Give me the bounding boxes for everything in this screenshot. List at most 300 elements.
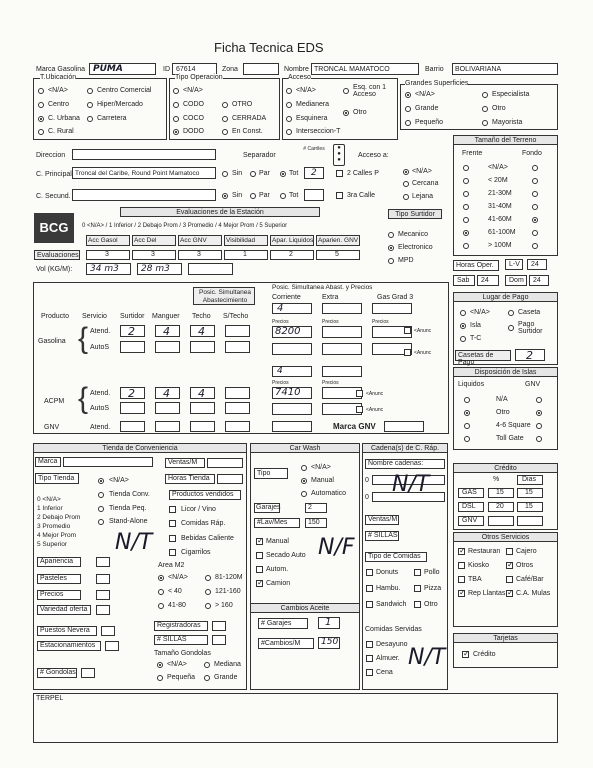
terreno-opt: 21-30M (488, 190, 512, 197)
area-radio[interactable] (205, 575, 211, 581)
acceso-opt: Esq. con 1 Acceso (353, 84, 387, 98)
a-pos-field[interactable] (272, 366, 312, 377)
horas-tienda-label-box (165, 474, 215, 484)
otros-checkbox[interactable] (506, 576, 513, 583)
otros-checkbox[interactable] (458, 562, 465, 569)
techo-label: Techo (192, 313, 211, 320)
fondo-radio[interactable] (532, 165, 538, 171)
registradoras-field[interactable] (212, 621, 226, 631)
rapido-nt-handwriting: N/T (392, 472, 430, 497)
c-garajes-field[interactable] (318, 617, 340, 629)
a-stecho2-field[interactable] (225, 402, 250, 414)
cw-tipo-opt: Manual (311, 477, 334, 484)
estacionamientos-field[interactable] (105, 641, 119, 651)
pago-opt: T-C (470, 335, 482, 342)
a-mang2-field[interactable] (155, 402, 180, 414)
fondo-radio[interactable] (532, 217, 538, 223)
a-anuncio2-label: <Anunc (366, 407, 384, 413)
principal-field[interactable] (72, 167, 216, 179)
a-techo-field[interactable] (190, 387, 215, 399)
apariencia-label-box (37, 557, 81, 567)
operacion-opt: <N/A> (183, 87, 203, 94)
g-mang2-field[interactable] (155, 341, 180, 353)
calles2-checkbox[interactable] (336, 170, 343, 177)
cw-nf-handwriting: N/F (318, 535, 355, 560)
pasteles-label: Pasteles (40, 575, 67, 582)
zona-field[interactable] (243, 63, 279, 75)
g-techo2-field[interactable] (190, 341, 215, 353)
surtidor-radio[interactable] (388, 245, 394, 251)
gnv-mang-field[interactable] (155, 421, 180, 432)
servidas-checkbox[interactable] (366, 641, 373, 648)
frente-radio[interactable] (463, 178, 469, 184)
tienda-marca-field[interactable] (63, 457, 153, 467)
g-mang-value: 4 (163, 325, 170, 338)
tienda-scale-item: 4 Mejor Prom (37, 532, 77, 539)
carriles-label: # Carriles (303, 146, 325, 152)
otros-opt: Rep Llantas (468, 590, 506, 597)
sec-par-radio[interactable] (250, 193, 256, 199)
servidas-checkbox[interactable] (366, 669, 373, 676)
area-opt: 41-80 (168, 602, 186, 609)
g-precio4-field[interactable] (272, 343, 312, 355)
estacionamientos-label: Estacionamientos (40, 642, 96, 649)
secund-label: C. Secund. (36, 193, 71, 200)
casetas-value: 2 (526, 349, 533, 362)
eval-value-field[interactable] (224, 250, 268, 260)
a-precio-field[interactable] (272, 387, 312, 399)
tipo-tienda-opt: Tienda Conv. (109, 491, 150, 498)
surtidor-radio[interactable] (388, 258, 394, 264)
prod-checkbox[interactable] (169, 506, 176, 513)
vol2-value: 28 m3 (141, 264, 170, 274)
otros-opt: Restauran (468, 548, 501, 555)
superficies-radio[interactable] (405, 120, 411, 126)
superficies-radio[interactable] (482, 106, 488, 112)
servicio-label: Servicio (82, 313, 107, 320)
variedad-label: Variedad oferta (40, 606, 88, 613)
fondo-radio[interactable] (532, 204, 538, 210)
dom-label: Dom (509, 277, 524, 284)
comida-checkbox[interactable] (414, 585, 421, 592)
horas-tienda-field[interactable] (217, 474, 243, 484)
casetas-field[interactable] (515, 349, 545, 361)
gnv-precio-field[interactable] (272, 421, 312, 432)
servidas-opt: Cena (376, 669, 393, 676)
islas-gnv-radio[interactable] (536, 397, 542, 403)
gond-radio[interactable] (157, 662, 163, 668)
acc-lejana-radio[interactable] (403, 194, 409, 200)
a-techo2-field[interactable] (190, 402, 215, 414)
acceso-radio[interactable] (343, 110, 349, 116)
manguer-label: Manguer (152, 313, 180, 320)
eval-value-field[interactable] (178, 250, 222, 260)
c-cambios-value: 150 (321, 637, 339, 647)
eval-value-field[interactable] (270, 250, 314, 260)
cw-opt: Manual (266, 538, 289, 545)
terreno-opt: 41-60M (488, 216, 512, 223)
pago-opt: Pago Surtidor (518, 321, 543, 335)
g-corr-pos-field[interactable] (272, 303, 312, 314)
gondolas-field[interactable] (81, 668, 95, 678)
gond-radio[interactable] (157, 675, 163, 681)
acceso-radio[interactable] (286, 88, 292, 94)
frente-radio[interactable] (463, 191, 469, 197)
g-gas3-pos-field[interactable] (372, 303, 412, 314)
area-radio[interactable] (158, 575, 164, 581)
ubicacion-cc-radio[interactable] (87, 88, 93, 94)
superficies-radio[interactable] (482, 92, 488, 98)
otros-checkbox[interactable]: ✓ (507, 560, 514, 569)
a-precio3-field[interactable] (272, 403, 312, 415)
superficies-radio[interactable] (405, 106, 411, 112)
g-precio-field[interactable] (272, 326, 312, 338)
direccion-field[interactable] (72, 149, 216, 160)
otros-title: Otros Servicios (453, 532, 558, 542)
g-mang-field[interactable] (155, 325, 180, 337)
g-techo-value: 4 (198, 325, 205, 338)
tipo-tienda-radio[interactable] (98, 506, 104, 512)
carriles-field[interactable] (304, 167, 324, 179)
casetas-label: Casetas de Pago (458, 352, 494, 366)
area-radio[interactable] (158, 603, 164, 609)
ubicacion-rural-radio[interactable] (38, 129, 44, 135)
dom-field[interactable] (529, 275, 549, 286)
pago-radio[interactable] (508, 325, 514, 331)
dom-label-box (505, 275, 527, 286)
a-precios-label: Precios (322, 380, 339, 386)
islas-liq-radio[interactable] (464, 397, 470, 403)
marca-field[interactable] (89, 63, 156, 75)
islas-opt: Otro (496, 409, 510, 416)
gond-radio[interactable] (204, 675, 210, 681)
carwash-title: Car Wash (250, 443, 360, 453)
g-anuncio-checkbox[interactable] (404, 327, 411, 334)
g-extra-pos-field[interactable] (322, 303, 362, 314)
otros-checkbox[interactable] (458, 576, 465, 583)
tam-gondolas-label: Tamaño Gondolas (154, 650, 211, 657)
gnv-stecho-field[interactable] (225, 421, 250, 432)
islas-gnv-radio[interactable] (536, 436, 542, 442)
tienda-scale-item: 0 <N/A> (37, 496, 61, 503)
superficies-radio[interactable] (405, 92, 411, 98)
otros-checkbox[interactable]: ✓ (459, 546, 466, 555)
ubicacion-carretera-radio[interactable] (87, 116, 93, 122)
fondo-radio[interactable] (532, 243, 538, 249)
acpm-autos-label: AutoS (90, 405, 110, 412)
g-surt2-field[interactable] (120, 341, 145, 353)
credito-dias-field[interactable] (517, 488, 543, 498)
pago-radio[interactable] (460, 336, 466, 342)
a-surt2-field[interactable] (120, 402, 145, 414)
cadenas-value: 0 (365, 494, 369, 501)
area-radio[interactable] (205, 603, 211, 609)
a-pos2-field[interactable] (322, 366, 362, 377)
ubicacion-hiper-radio[interactable] (87, 102, 93, 108)
acc-na-radio[interactable] (403, 169, 409, 175)
ubicacion-opt: Centro Comercial (97, 87, 152, 94)
variedad-field[interactable] (96, 605, 110, 615)
tienda-section (33, 448, 247, 690)
terreno-opt: 31-40M (488, 203, 512, 210)
g-stecho-field[interactable] (225, 325, 250, 337)
operacion-title: Tipo Operacion (175, 74, 223, 81)
cw-lav-field[interactable] (305, 518, 327, 528)
nombre-label: Nombre (284, 66, 309, 73)
superficies-opt: Otro (492, 105, 506, 112)
gas3-label: Gas Grad 3 (377, 294, 414, 301)
fondo-label: Fondo (522, 150, 542, 157)
lv-field[interactable] (527, 259, 547, 270)
sec-tot-radio[interactable] (280, 193, 286, 199)
comida-checkbox[interactable] (414, 569, 421, 576)
sab-label: Sab (457, 277, 470, 284)
surtidor-title: Tipo Surtidor (388, 209, 442, 219)
tipo-tienda-radio[interactable] (98, 478, 104, 484)
cw-tipo-radio[interactable] (301, 491, 307, 497)
principal-label: C. Principal (36, 171, 72, 178)
superficies-radio[interactable] (482, 120, 488, 126)
otros-opt: Café/Bar (516, 576, 544, 583)
sep-par-label: Par (259, 170, 270, 177)
a-stecho-field[interactable] (225, 387, 250, 399)
gond-opt: <N/A> (167, 661, 187, 668)
islas-liq-label: Liquidos (458, 381, 485, 388)
operacion-radio[interactable] (173, 88, 179, 94)
tarjeta-credito-checkbox[interactable]: ✓ (463, 649, 470, 658)
eval-value-field[interactable] (316, 250, 360, 260)
superficies-title: Grandes Superficies (405, 80, 469, 87)
cw-checkbox[interactable]: ✓ (257, 536, 264, 545)
acceso-radio[interactable] (286, 129, 292, 135)
islas-gnv-label: GNV (525, 381, 541, 388)
vol1-value: 34 m3 (90, 264, 119, 274)
superficies-opt: <N/A> (415, 91, 435, 98)
pago-radio[interactable] (460, 310, 466, 316)
ubicacion-urbana-radio[interactable] (38, 116, 44, 122)
horas-oper-label-box (453, 260, 499, 271)
islas-liq-radio[interactable] (464, 410, 470, 416)
fondo-radio[interactable] (532, 178, 538, 184)
g-stecho2-field[interactable] (225, 341, 250, 353)
acpm-brace-icon: { (78, 382, 89, 415)
operacion-radio[interactable] (173, 116, 179, 122)
tienda-sillas-field[interactable] (212, 635, 226, 645)
marca-gnv-field[interactable] (384, 421, 424, 432)
surtidor-radio[interactable] (388, 232, 394, 238)
comida-checkbox[interactable] (366, 585, 373, 592)
islas-liq-radio[interactable] (464, 423, 470, 429)
credito-row-label: DSL (462, 503, 476, 510)
puestos-field[interactable] (101, 626, 115, 636)
tipo-tienda-radio[interactable] (98, 492, 104, 498)
sep-tot-radio[interactable] (280, 171, 286, 177)
servidas-opt: Almuer. (376, 655, 400, 662)
area-radio[interactable] (205, 589, 211, 595)
prod-checkbox[interactable] (169, 520, 176, 527)
islas-gnv-radio[interactable] (536, 423, 542, 429)
otros-checkbox[interactable]: ✓ (507, 588, 514, 597)
acceso-opt: <N/A> (296, 87, 316, 94)
prod-opt: Licor / Vino (181, 506, 216, 513)
c-garajes-value: 1 (325, 617, 332, 628)
nombre-field[interactable] (311, 63, 419, 75)
comida-opt: Pizza (424, 585, 442, 592)
comida-checkbox[interactable] (366, 601, 373, 608)
tienda-nt-handwriting: N/T (115, 530, 153, 555)
eval-value-field[interactable] (132, 250, 176, 260)
cw-tipo-radio[interactable] (301, 478, 307, 484)
tipo-tienda-opt: Tienda Peq. (109, 505, 147, 512)
credito-pct-label: % (493, 476, 500, 483)
eval-value-field[interactable] (86, 250, 130, 260)
acceso-radio[interactable] (286, 102, 292, 108)
otros-checkbox[interactable]: ✓ (459, 588, 466, 597)
prod-checkbox[interactable] (169, 535, 176, 542)
secund-field[interactable] (72, 189, 216, 201)
area-opt: <N/A> (168, 574, 188, 581)
sep-tot-label: Tot (289, 170, 299, 177)
acc-opt: Lejana (412, 193, 434, 200)
area-radio[interactable] (158, 589, 164, 595)
fondo-radio[interactable] (532, 230, 538, 236)
pago-radio[interactable] (460, 323, 466, 329)
frente-radio[interactable] (463, 217, 469, 223)
cw-lav-label: #Lav/Mes (257, 519, 288, 526)
superficies-opt: Especialista (492, 91, 530, 98)
a-anuncio2-checkbox[interactable] (356, 406, 363, 413)
acpm-label: ACPM (44, 398, 65, 405)
superficies-opt: Mayorista (492, 119, 523, 126)
servidas-opt: Desayuno (376, 641, 408, 648)
gasolina-autos-label: AutoS (90, 344, 110, 351)
frente-radio[interactable] (463, 230, 469, 236)
a-precio-value: 7410 (275, 387, 301, 398)
tarjetas-title: Tarjetas (453, 633, 558, 643)
islas-gnv-radio[interactable] (536, 410, 542, 416)
tienda-ventas-field[interactable] (207, 458, 243, 468)
g-precio5-field[interactable] (322, 343, 362, 355)
cw-opt: Camion (266, 580, 291, 587)
area-opt: 81-120M (215, 574, 243, 581)
cw-checkbox[interactable]: ✓ (257, 578, 264, 587)
barrio-field[interactable] (452, 63, 558, 75)
credito-dias-field[interactable] (517, 516, 543, 526)
operacion-radio[interactable] (222, 116, 228, 122)
a-anuncio-checkbox[interactable] (356, 390, 363, 397)
marca-value: PUMA (93, 64, 123, 74)
surtidor-opt: Mecanico (398, 231, 428, 238)
eval-title: Evaluaciones de la Estación (120, 207, 320, 217)
cw-checkbox[interactable] (256, 552, 263, 559)
registradoras-label-box (154, 621, 208, 631)
calles3-checkbox[interactable] (336, 192, 343, 199)
cw-tipo-radio[interactable] (301, 465, 307, 471)
tienda-scale-item: 1 Inferior (37, 505, 63, 512)
frente-radio[interactable] (463, 165, 469, 171)
operacion-radio[interactable] (222, 102, 228, 108)
cw-tipo-label-box (254, 468, 288, 479)
frente-radio[interactable] (463, 243, 469, 249)
sab-field[interactable] (477, 275, 499, 286)
acceso-radio[interactable] (286, 116, 292, 122)
pago-radio[interactable] (508, 310, 514, 316)
credito-pct-field[interactable] (488, 502, 514, 512)
credito-dias-label: Dias (522, 476, 537, 483)
otros-checkbox[interactable] (506, 548, 513, 555)
servidas-checkbox[interactable] (366, 655, 373, 662)
cw-checkbox[interactable] (256, 566, 263, 573)
marca-label: Marca Gasolina (36, 66, 86, 73)
g-precio2-field[interactable] (322, 326, 362, 338)
rapido-sillas-label: # SILLAS (368, 532, 398, 539)
tienda-sillas-label: # SILLAS (157, 636, 187, 643)
sep-sin-radio[interactable] (222, 171, 228, 177)
operacion-opt: COCO (183, 115, 204, 122)
eval-col-label: Acc Del (134, 237, 157, 244)
operacion-radio[interactable] (173, 129, 179, 135)
acc-cercana-radio[interactable] (403, 181, 409, 187)
sec-sin-label: Sin (232, 192, 243, 199)
cw-opt: Secado Auto (266, 552, 306, 559)
a-mang-field[interactable] (155, 387, 180, 399)
sec-sin-radio[interactable] (222, 193, 228, 199)
terreno-section (453, 140, 558, 256)
comida-checkbox[interactable] (414, 601, 421, 608)
fondo-radio[interactable] (532, 191, 538, 197)
eval-value: 3 (197, 251, 201, 258)
id-value: 67614 (176, 66, 196, 73)
credito-dias-field[interactable] (517, 502, 543, 512)
operacion-radio[interactable] (173, 102, 179, 108)
tipo-tienda-radio[interactable] (98, 519, 104, 525)
credito-pct-field[interactable] (488, 488, 514, 498)
gnv-techo-field[interactable] (190, 421, 215, 432)
frente-radio[interactable] (463, 204, 469, 210)
c-cambios-field[interactable] (318, 637, 340, 649)
tienda-marca-label: Marca (38, 458, 58, 465)
comida-checkbox[interactable] (366, 569, 373, 576)
casetas-label-box (455, 350, 511, 366)
comida-opt: Pollo (424, 569, 440, 576)
apariencia-field[interactable] (96, 557, 110, 567)
vol1-field[interactable] (86, 263, 131, 275)
prod-checkbox[interactable] (169, 549, 176, 556)
acpm-atend-label: Atend. (90, 390, 111, 397)
comida-opt: Donuts (376, 569, 399, 576)
g-surt-field[interactable] (120, 325, 145, 337)
sep-par-radio[interactable] (250, 171, 256, 177)
operacion-radio[interactable] (222, 129, 228, 135)
cw-garajes-field[interactable] (305, 503, 327, 513)
precios-field[interactable] (96, 590, 110, 600)
gond-radio[interactable] (204, 662, 210, 668)
ubicacion-centro-radio[interactable] (38, 102, 44, 108)
gnv-surt-field[interactable] (120, 421, 145, 432)
credito-pct-field[interactable] (488, 516, 514, 526)
g-anuncio2-checkbox[interactable] (404, 349, 411, 356)
ubicacion-na-radio[interactable] (38, 88, 44, 94)
sec-carriles-field[interactable] (304, 189, 324, 201)
a-surt-field[interactable] (120, 387, 145, 399)
vol3-field[interactable] (188, 263, 233, 275)
rapido-sillas-label-box (365, 531, 399, 541)
g-techo-field[interactable] (190, 325, 215, 337)
pasteles-field[interactable] (96, 574, 110, 584)
acceso-radio[interactable] (343, 88, 349, 94)
vol2-field[interactable] (137, 263, 182, 275)
islas-liq-radio[interactable] (464, 436, 470, 442)
